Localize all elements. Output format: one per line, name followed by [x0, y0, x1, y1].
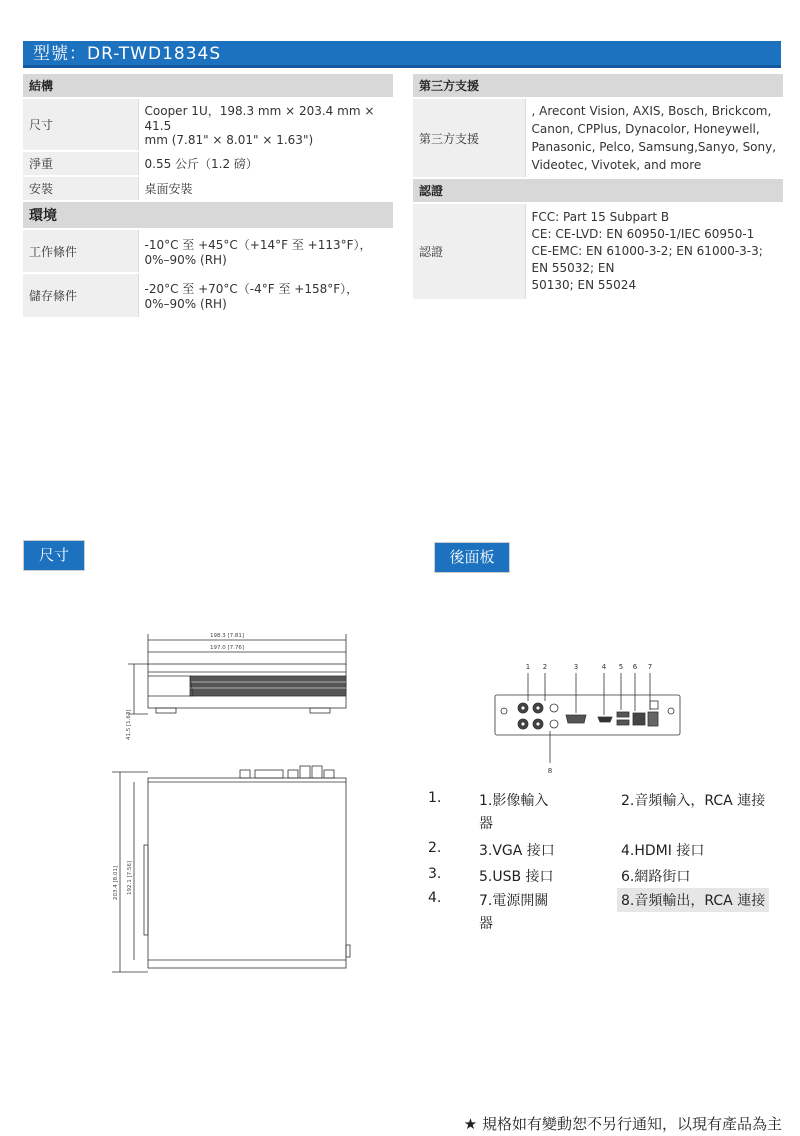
dim-label-height: 41.5 [1.63]: [126, 709, 132, 740]
screw-icon: [501, 708, 507, 714]
spec-label: 認證: [413, 203, 525, 299]
spec-row-third-party: [413, 98, 783, 178]
section-header-environment: 環境: [23, 201, 393, 229]
spec-row-certification: [413, 203, 783, 299]
model-title: 型號：DR-TWD1834S: [33, 44, 222, 64]
callout-7: 7: [647, 663, 653, 671]
spec-value: -20°C 至 +70°C（-4°F 至 +158°F）， 0%–90% (RH): [138, 273, 393, 317]
spec-row-mount: [23, 176, 393, 201]
vga-port-icon: [566, 715, 586, 723]
spec-label: 工作條件: [23, 229, 138, 273]
spec-value: 0.55 公斤（1.2 磅）: [138, 151, 393, 176]
callout-8: 8: [547, 767, 553, 775]
section-header-third-party: 第三方支援: [413, 74, 783, 98]
video-input-ports: [518, 703, 543, 729]
dimension-drawing: [100, 620, 360, 980]
spec-table-left: [23, 74, 393, 317]
callout-5: 5: [618, 663, 624, 671]
spec-value: 桌面安裝: [138, 176, 393, 201]
spec-label: 第三方支援: [413, 98, 525, 178]
spec-table-right: [413, 74, 783, 299]
screw-icon: [668, 708, 674, 714]
rear-panel-drawing: [490, 655, 690, 780]
callout-1: 1: [525, 663, 531, 671]
callout-2: 2: [542, 663, 548, 671]
power-switch-icon: [648, 712, 658, 726]
spec-label: 儲存條件: [23, 273, 138, 317]
dim-label-inner-width: 197.0 [7.76]: [210, 645, 245, 651]
top-view-body: [148, 778, 346, 968]
dim-label-inner-depth: 192.1 [7.56]: [127, 860, 133, 895]
spec-row-storage: [23, 273, 393, 317]
model-title-bar: [23, 41, 781, 68]
spec-row-operating: [23, 229, 393, 273]
list-item: 2. 3.VGA 接口 4.HDMI 接口: [428, 840, 705, 859]
ground-icon: [650, 701, 658, 709]
list-item: 3. 5.USB 接口 6.網路街口: [428, 866, 691, 885]
section-header-certification: 認證: [413, 178, 783, 203]
spec-label: 安裝: [23, 176, 138, 201]
spec-value: -10°C 至 +45°C（+14°F 至 +113°F）， 0%–90% (RH): [138, 229, 393, 273]
dim-label-outer-width: 198.3 [7.81]: [210, 633, 245, 639]
spec-value: FCC: Part 15 Subpart B CE: CE-LVD: EN 60950-1/IEC 60950-1 CE-EMC: EN 61000-3-2; EN 61000-3-3; EN 55032; EN 50130; EN 55024: [525, 203, 783, 299]
spec-label: 尺寸: [23, 98, 138, 151]
lan-port-icon: [633, 713, 645, 725]
dim-label-outer-depth: 203.4 [8.01]: [113, 865, 119, 900]
hdmi-port-icon: [598, 717, 612, 722]
spec-row-dimensions: [23, 98, 393, 151]
rear-port-list: [425, 790, 785, 940]
callout-3: 3: [573, 663, 579, 671]
usb-port-icon: [617, 712, 629, 717]
badge-rear-panel: 後面板: [434, 542, 510, 573]
footer-note: ★ 規格如有變動恕不另行通知，以現有產品為主: [463, 1115, 782, 1133]
spec-value: Cooper 1U，198.3 mm × 203.4 mm × 41.5 mm (7.81" × 8.01" × 1.63"): [138, 98, 393, 151]
list-item: 4. 7.電源開關 器 8.音頻輸出，RCA 連接: [425, 890, 785, 936]
spec-row-weight: [23, 151, 393, 176]
badge-dimensions: 尺寸: [23, 540, 85, 571]
callout-6: 6: [632, 663, 638, 671]
spec-value: , Arecont Vision, AXIS, Bosch, Brickcom, Canon, CPPlus, Dynacolor, Honeywell, Panasonic, Pelco, Samsung,Sanyo, Sony, Videotec, Vivotek, and more: [525, 98, 783, 178]
callout-4: 4: [601, 663, 607, 671]
rca-audio-in-icon: [550, 704, 558, 712]
rca-audio-out-icon: [550, 720, 558, 728]
spec-label: 淨重: [23, 151, 138, 176]
list-item: 1. 1.影像輸入 器 2.音頻輸入，RCA 連接: [428, 790, 766, 832]
section-header-structure: 結構: [23, 74, 393, 98]
